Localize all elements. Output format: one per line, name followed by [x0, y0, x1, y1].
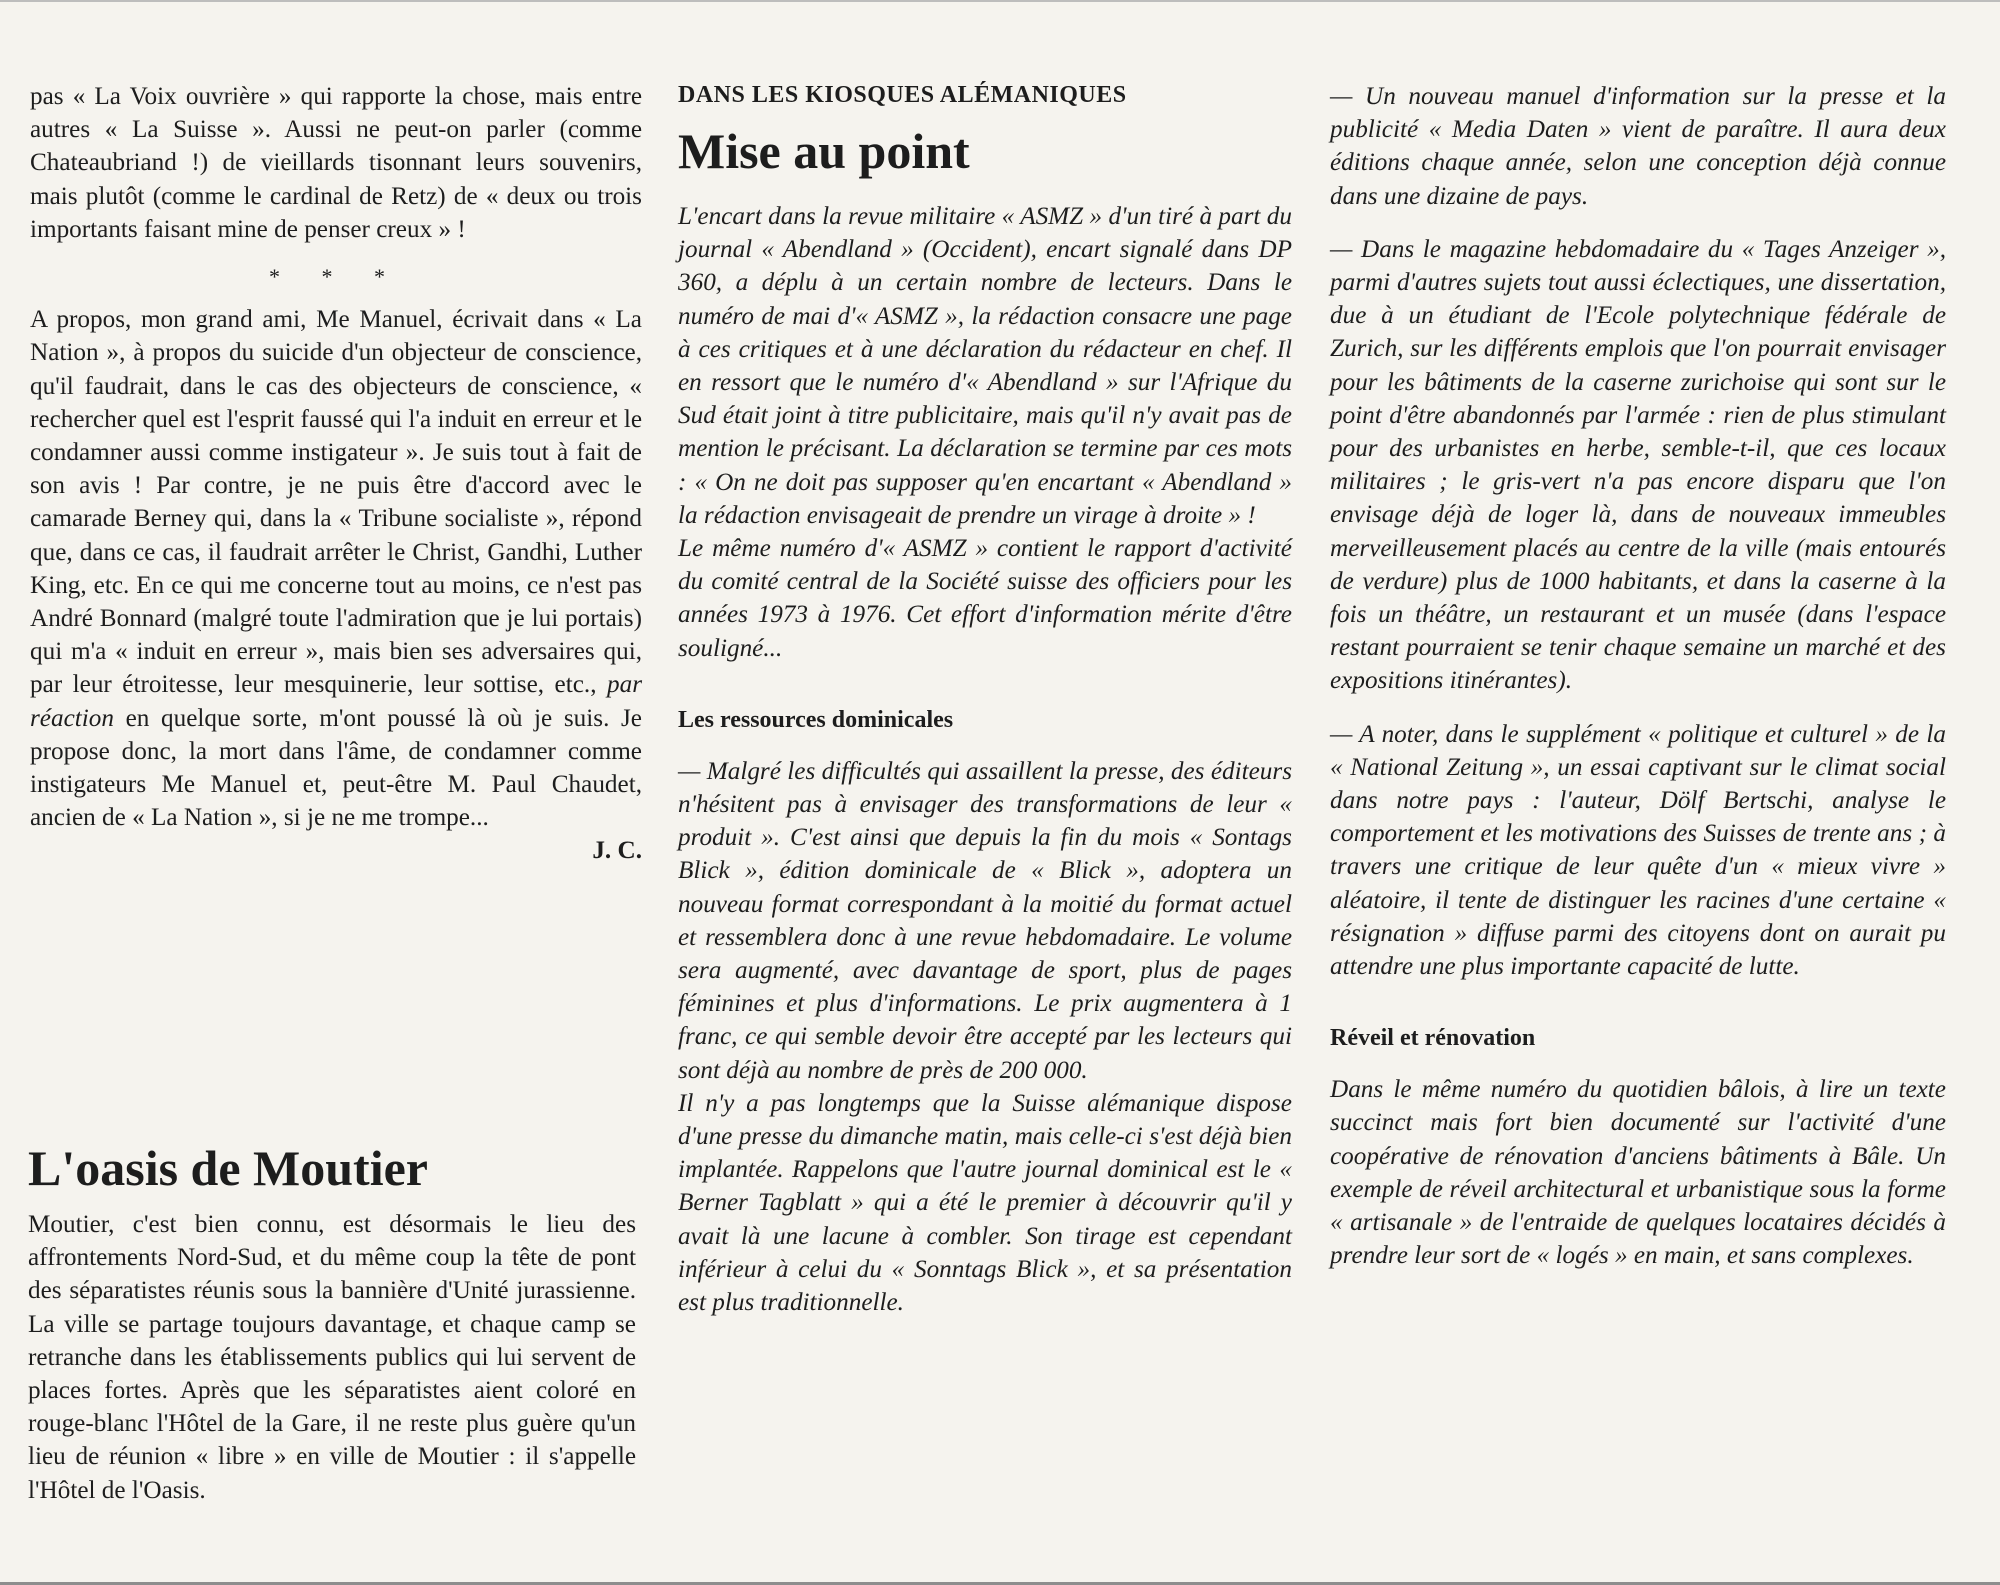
italic-phrase: par réaction	[30, 671, 642, 732]
paragraph: Le même numéro d'« ASMZ » contient le rapport d'activité du comité central de la Société suisse des officiers pour les années 1973 à 1976. Cet effort d'information mérite d'être souligné...	[678, 535, 1292, 662]
article-title-moutier: L'oasis de Moutier	[28, 1140, 428, 1196]
article-title-mise-au-point: Mise au point	[678, 123, 970, 179]
paragraph: — Dans le magazine hebdomadaire du « Tages Anzeiger », parmi d'autres sujets tout aussi éclectiques, une dissertation, due à un étudiant de l'Ecole polytechnique fédérale de Zurich, sur les différents emplois que l'on pourrait envisager pour les bâtiments de la caserne zurichoise qui sont sur le point d'être abandonnés par l'armée : rien de plus stimulant pour des urbanistes en herbe, semble-t-il, que ces locaux militaires ; le gris-vert n'a pas encore disparu que l'on envisage déjà de loger là, dans de nouveaux immeubles merveilleusement placés au centre de la ville (mais entourés de verdure) plus de 1000 habitants, et dans la caserne à la fois un théâtre, un restaurant et un musée (dans l'espace restant pourraient se tenir chaque semaine un marché et des expositions itinérantes).	[1330, 235, 1946, 695]
paragraph: Il n'y a pas longtemps que la Suisse alémanique dispose d'une presse du dimanche matin, mais celle-ci s'est déjà bien implantée. Rappelons que l'autre journal dominical est le « Berner Tagblatt » qui a été le premier à découvrir qu'il y avait là une lacune à combler. Son tirage est cependant inférieur à celui du « Sonntags Blick », et sa présentation est plus traditionnelle.	[678, 1089, 1292, 1317]
paragraph: — A noter, dans le supplément « politique et culturel » de la « National Zeitung », un essai captivant sur le climat social dans notre pays : l'auteur, Dölf Bertschi, analyse le comportement et les motivations des Suisses de trente ans ; à travers une critique de leur quête d'un « mieux vivre » aléatoire, il tente de distinguer les racines d'une certaine « résignation » diffuse parmi des citoyens dont on aurait pu attendre une plus importante capacité de lutte.	[1330, 720, 1946, 981]
column-right	[1330, 80, 1946, 1273]
subheading: Réveil et rénovation	[1330, 1025, 1536, 1052]
subheading: Les ressources dominicales	[678, 706, 954, 733]
section-separator: * * *	[269, 264, 403, 290]
column-middle	[678, 80, 1292, 1319]
paragraph-text: en quelque sorte, m'ont poussé là où je suis. Je propose donc, la mort dans l'âme, de condamner comme instigateurs Me Manuel et, peut-être M. Paul Chaudet, ancien de « La Nation », si je ne me trompe...	[30, 704, 642, 832]
column-left	[30, 80, 642, 868]
section-kicker: DANS LES KIOSQUES ALÉMANIQUES	[678, 82, 1127, 108]
paragraph: — Un nouveau manuel d'information sur la presse et la publicité « Media Daten » vient de paraître. Il aura deux éditions chaque année, selon une conception déjà connue dans une dizaine de pays.	[1330, 83, 1946, 210]
paragraph: — Malgré les difficultés qui assaillent la presse, des éditeurs n'hésitent pas à envisager des transformations de leur « produit ». C'est ainsi que depuis la fin du mois « Sontags Blick », édition dominicale de « Blick », adoptera un nouveau format correspondant à la moitié du format actuel et ressemblera donc à une revue hebdomadaire. Le volume sera augmenté, avec davantage de sport, plus de pages féminines et plus d'informations. Le prix augmentera à 1 franc, ce qui semble devoir être accepté par les lecteurs qui sont déjà au nombre de près de 200 000.	[678, 757, 1292, 1084]
paragraph-text: A propos, mon grand ami, Me Manuel, écrivait dans « La Nation », à propos du suicide d'un objecteur de conscience, qu'il faudrait, dans le cas des objecteurs de conscience, « rechercher quel est l'esprit faussé qui l'a induit en erreur et le condamner aussi comme instigateur ». Je suis tout à fait de son avis ! Par contre, je ne puis être d'accord avec le camarade Berney qui, dans la « Tribune socialiste », répond que, dans ce cas, il faudrait arrêter le Christ, Gandhi, Luther King, etc. En ce qui me concerne tout au moins, ce n'est pas André Bonnard (malgré toute l'admiration que je lui portais) qui m'a « induit en erreur », mais bien ses adversaires qui, par leur étroitesse, leur mesquinerie, leur sottise, etc.,	[30, 306, 642, 699]
author-signature: J. C.	[592, 837, 642, 865]
paragraph	[30, 303, 642, 834]
article-moutier	[28, 1208, 636, 1507]
paragraph: L'encart dans la revue militaire « ASMZ » d'un tiré à part du journal « Abendland » (Occident), encart signalé dans DP 360, a déplu à un certain nombre de lecteurs. Dans le numéro de mai d'« ASMZ », la rédaction consacre une page à ces critiques et à une déclaration du rédacteur en chef. Il en ressort que le numéro d'« Abendland » sur l'Afrique du Sud était joint à titre publicitaire, mais qu'il n'y avait pas de mention le précisant. La déclaration se termine par ces mots : « On ne doit pas supposer qu'en encartant « Abendland » la rédaction envisageait de prendre un virage à droite » !	[678, 203, 1292, 529]
paragraph: Dans le même numéro du quotidien bâlois, à lire un texte succinct mais fort bien documenté sur l'activité d'une coopérative de rénovation d'anciens bâtiments à Bâle. Un exemple de réveil architectural et urbanistique sous la forme « artisanale » de l'entraide de quelques locataires décidés à prendre leur sort de « logés » en main, et sans complexes.	[1330, 1076, 1946, 1270]
article-body	[678, 200, 1292, 1319]
paragraph: Moutier, c'est bien connu, est désormais le lieu des affrontements Nord-Sud, et du même coup la tête de pont des séparatistes réunis sous la bannière d'Unité jurassienne. La ville se partage toujours davantage, et chaque camp se retranche dans les établissements publics qui lui servent de places fortes. Après que les séparatistes aient coloré en rouge-blanc l'Hôtel de la Gare, il ne reste plus guère qu'un lieu de réunion « libre » en ville de Moutier : il s'appelle l'Hôtel de l'Oasis.	[28, 1211, 636, 1504]
paragraph: pas « La Voix ouvrière » qui rapporte la chose, mais entre autres « La Suisse ». Aussi ne peut-on parler (comme Chateaubriand !) de vieillards tisonnant leurs souvenirs, mais plutôt (comme le cardinal de Retz) de « deux ou trois importants faisant mine de penser creux » !	[30, 83, 642, 243]
